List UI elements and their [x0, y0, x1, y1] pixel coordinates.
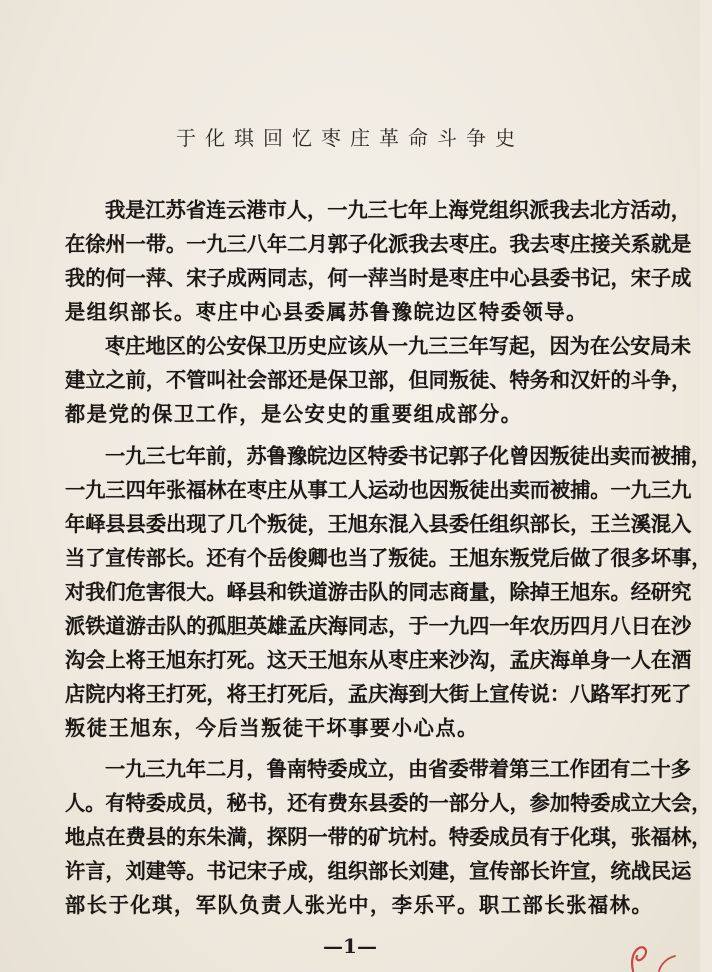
document-title: 于化琪回忆枣庄革命斗争史 — [176, 126, 524, 150]
text-line: 叛徒王旭东，今后当叛徒干坏事要小心点。 — [65, 716, 479, 740]
text-line: 派 铁 道 游 击 队 的 孤 胆 英 雄 孟 庆 海 同 志 ， 于 一 九 四 一 年 农 历 四 月 八 日 在 沙 — [65, 614, 692, 638]
text-line: 建 立 之 前 ， 不 管 叫 社 会 部 还 是 保 卫 部 ， 但 同 叛 徒 、 特 务 和 汉 奸 的 斗 争 ， — [65, 368, 692, 392]
text-line: 枣 庄 地 区 的 公 安 保 卫 历 史 应 该 从 一 九 三 三 年 写 起 ， 因 为 在 公 安 局 未 — [105, 334, 691, 358]
text-line: 人 。 有 特 委 成 员 ， 秘 书 ， 还 有 费 东 县 委 的 一 部 分 人 ， 参 加 特 委 成 立 大 会 ， — [65, 791, 712, 815]
text-line: 对 我 们 危 害 很 大 。 峄 县 和 铁 道 游 击 队 的 同 志 商 量 ， 除 掉 王 旭 东 。 经 研 究 — [65, 580, 692, 604]
text-line: 年 峄 县 县 委 出 现 了 几 个 叛 徒 ， 王 旭 东 混 入 县 委 任 组 织 部 长 ， 王 兰 溪 混 入 — [65, 512, 692, 536]
red-handwritten-mark — [615, 938, 695, 972]
text-line: 一 九 三 七 年 前 ， 苏 鲁 豫 皖 边 区 特 委 书 记 郭 子 化 曾 因 叛 徒 出 卖 而 被 捕 ， — [105, 444, 712, 468]
text-line: 我 是 江 苏 省 连 云 港 市 人 ， 一 九 三 七 年 上 海 党 组 织 派 我 去 北 方 活 动 ， — [105, 198, 691, 222]
text-line: 我 的 何 一 萍 、 宋 子 成 两 同 志 ， 何 一 萍 当 时 是 枣 庄 中 心 县 委 书 记 ， 宋 子 成 — [65, 266, 692, 290]
text-line: 沟 会 上 将 王 旭 东 打 死 。 这 天 王 旭 东 从 枣 庄 来 沙 沟 ， 孟 庆 海 单 身 一 人 在 酒 — [65, 648, 692, 672]
text-line: 都是党的保卫工作，是公安史的重要组成部分。 — [65, 402, 523, 426]
text-line: 一 九 三 四 年 张 福 林 在 枣 庄 从 事 工 人 运 动 也 因 叛 徒 出 卖 而 被 捕 。 一 九 三 九 — [65, 478, 692, 502]
text-line: 店 院 内 将 王 打 死 ， 将 王 打 死 后 ， 孟 庆 海 到 大 街 上 宣 传 说 ： 八 路 军 打 死 了 — [65, 682, 692, 706]
text-line: 当 了 宣 传 部 长 。 还 有 个 岳 俊 卿 也 当 了 叛 徒 。 王 旭 东 叛 党 后 做 了 很 多 坏 事 ， — [65, 546, 712, 570]
text-line: 部长于化琪，军队负责人张光中，李乐平。职工部长张福林。 — [65, 893, 654, 917]
text-line: 一 九 三 九 年 二 月 ， 鲁 南 特 委 成 立 ， 由 省 委 带 着 第 三 工 作 团 有 二 十 多 — [105, 757, 691, 781]
text-line: 许 言 ， 刘 建 等 。 书 记 宋 子 成 ， 组 织 部 长 刘 建 ， 宣 传 部 长 许 宣 ， 统 战 民 运 — [65, 859, 692, 883]
page-number: —1— — [323, 934, 377, 958]
text-line: 地 点 在 费 县 的 东 朱 満 ， 探 阴 一 带 的 矿 坑 村 。 特 委 成 员 有 于 化 琪 ， 张 福 林 ， — [65, 825, 712, 849]
text-line: 在 徐 州 一 带 。 一 九 三 八 年 二 月 郭 子 化 派 我 去 枣 庄 。 我 去 枣 庄 接 关 系 就 是 — [65, 232, 692, 256]
text-line: 是组织部长。枣庄中心县委属苏鲁豫皖边区特委领导。 — [65, 300, 588, 324]
